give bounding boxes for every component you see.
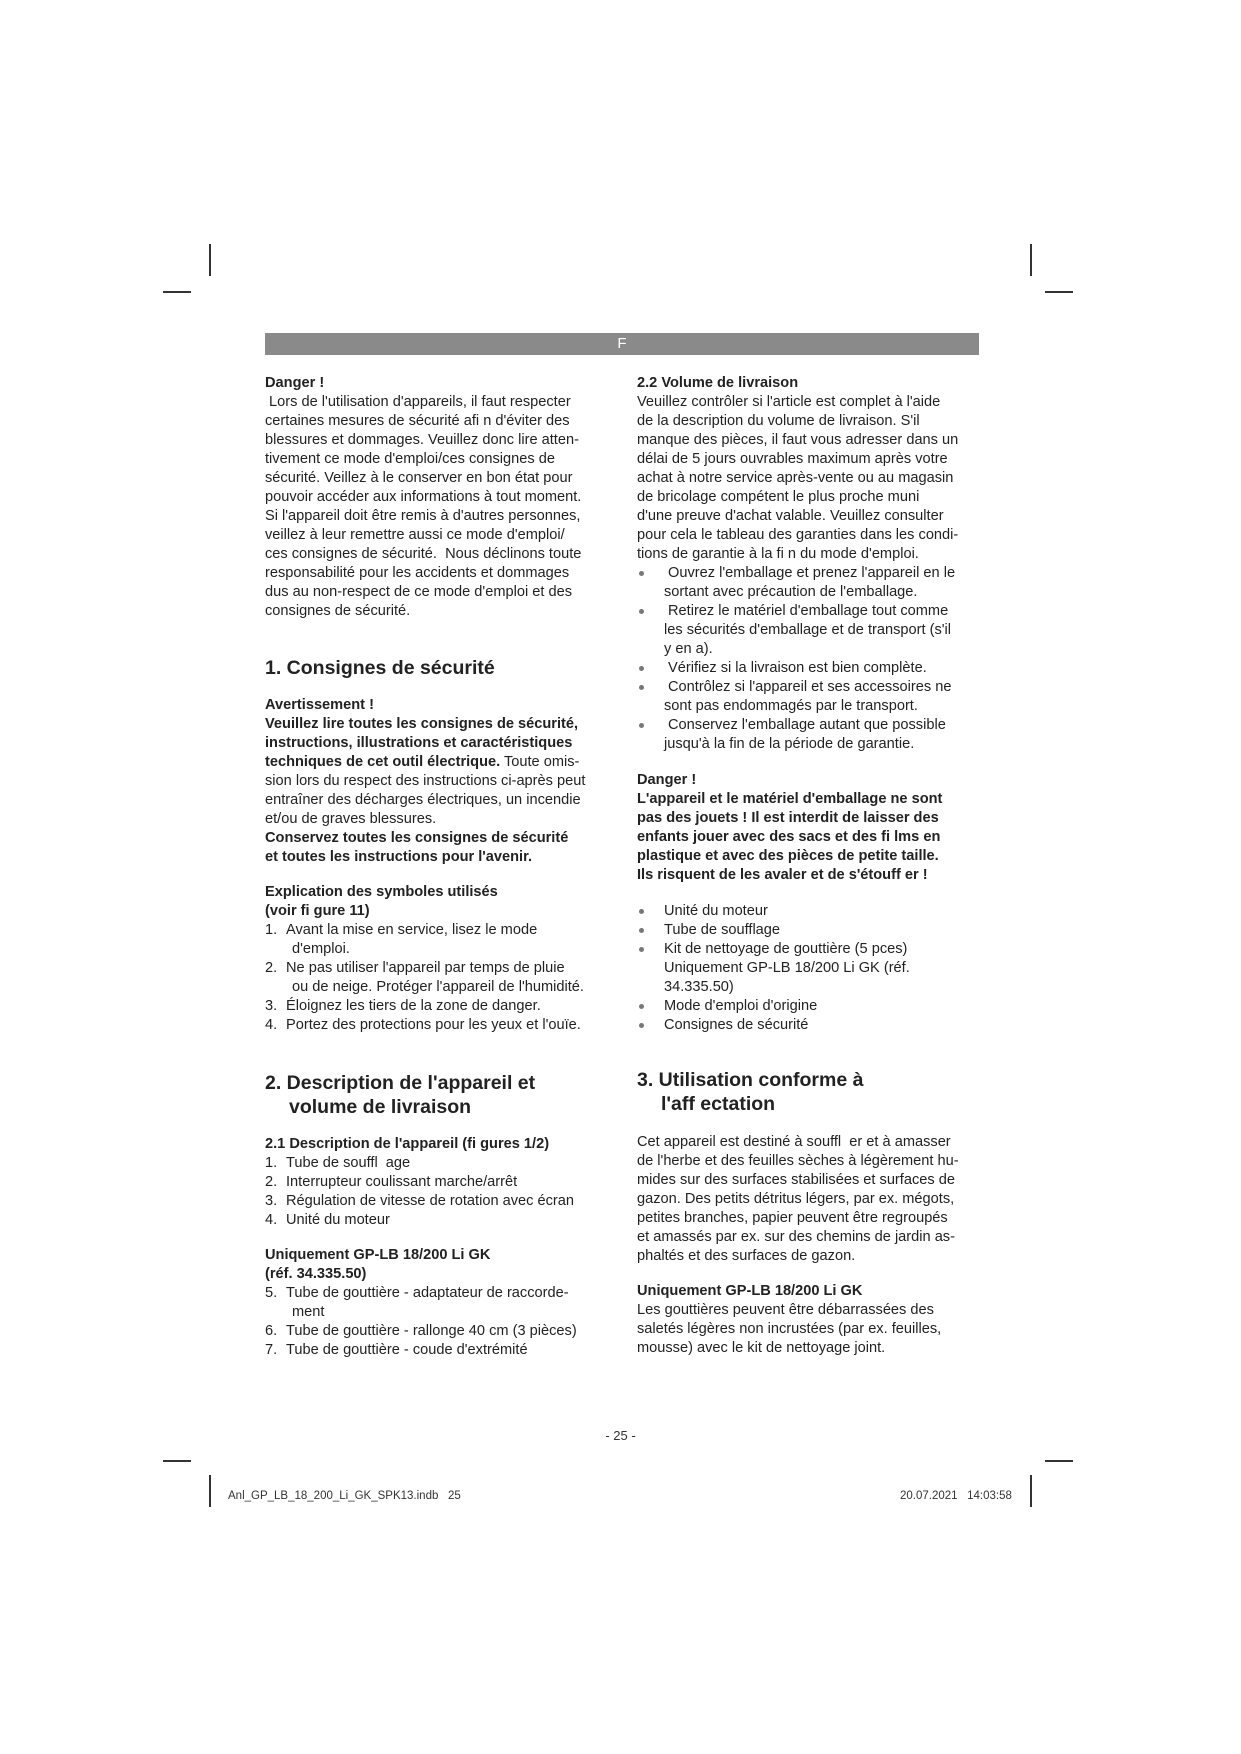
list-item: 1. Tube de souffl age <box>265 1155 411 1171</box>
crop-mark-bottom-left <box>209 1475 211 1507</box>
list-item: 2. Ne pas utiliser l'appareil par temps de pluie ou de neige. Protéger l'appareil de l'humidité. <box>265 960 584 995</box>
gutter-cleaning-text: Les gouttières peuvent être débarrassées des saletés légères non incrustées (par ex. feuilles, mousse) avec le kit de nettoyage joint. <box>637 1302 942 1356</box>
crop-mark-top-left <box>209 244 211 276</box>
list-item: Kit de nettoyage de gouttière (5 pces) Uniquement GP-LB 18/200 Li GK (réf. 34.335.50) <box>637 940 987 997</box>
list-item: Vérifiez si la livraison est bien complète. <box>637 659 987 678</box>
list-item: 3. Régulation de vitesse de rotation avec écran <box>265 1193 574 1209</box>
symbols-list <box>265 921 615 1035</box>
warning-text: Veuillez lire toutes les consignes de sécurité, instructions, illustrations et caractéristiques techniques de cet outil électrique. Toute omis- sion lors du respect des instructions ci-après peut entraîner des décharges électriques, un incendie et/ou de graves blessures. Conservez toutes les consignes de sécurité et toutes les instructions pour l'avenir. <box>265 716 586 865</box>
section-2-heading: 2. Description de l'appareil et volume de livraison <box>265 1072 536 1118</box>
list-item: Mode d'emploi d'origine <box>637 997 987 1016</box>
list-item: 1. Avant la mise en service, lisez le mode d'emploi. <box>265 922 538 957</box>
subsection-2-2-heading: 2.2 Volume de livraison <box>637 375 799 391</box>
list-item: 5. Tube de gouttière - adaptateur de raccorde- ment <box>265 1285 569 1320</box>
danger-text: Lors de l'utilisation d'appareils, il faut respecter certaines mesures de sécurité afi n d'éviter des blessures et dommages. Veuillez donc lire atten- tivement ce mode d'emploi/ces consignes de sécurité. Veillez à le conserver en bon état pour pouvoir accéder aux informations à tout moment. Si l'appareil doit être remis à d'autres personnes, veillez à leur remettre aussi ce mode d'emploi/ ces consignes de sécurité. Nous déclinons toute responsabilité pour les accidents et dommages dus au non-respect de ce mode d'emploi et des consignes de sécurité. <box>265 394 582 619</box>
crop-mark-bottom-right-h <box>1045 1460 1073 1462</box>
list-item: 3. Éloignez les tiers de la zone de danger. <box>265 998 541 1014</box>
crop-mark-top-right <box>1030 244 1032 276</box>
left-column <box>265 374 615 1360</box>
crop-mark-top-left-h <box>163 291 191 293</box>
right-column <box>637 374 987 1358</box>
list-item: Tube de soufflage <box>637 921 987 940</box>
list-item: Retirez le matériel d'emballage tout comme les sécurités d'emballage et de transport (s'il y en a). <box>637 602 987 659</box>
parts-list <box>265 1154 615 1230</box>
list-item: Contrôlez si l'appareil et ses accessoires ne sont pas endommagés par le transport. <box>637 678 987 716</box>
only-model-heading: Uniquement GP-LB 18/200 Li GK (réf. 34.335.50) <box>265 1247 491 1282</box>
list-item: Conservez l'emballage autant que possible jusqu'à la fin de la période de garantie. <box>637 716 987 754</box>
footer-timestamp: 20.07.2021 14:03:58 <box>900 1490 1012 1502</box>
list-item: Consignes de sécurité <box>637 1016 987 1035</box>
section-1-heading: 1. Consignes de sécurité <box>265 657 495 679</box>
unpacking-steps <box>637 564 987 754</box>
gutter-parts-list <box>265 1284 615 1360</box>
list-item: 6. Tube de gouttière - rallonge 40 cm (3 pièces) <box>265 1323 577 1339</box>
page-number: - 25 - <box>605 1428 636 1443</box>
list-item: Unité du moteur <box>637 902 987 921</box>
list-item: 4. Unité du moteur <box>265 1212 390 1228</box>
danger-title: Danger ! <box>265 375 325 391</box>
list-item: 2. Interrupteur coulissant marche/arrêt <box>265 1174 518 1190</box>
crop-mark-bottom-left-h <box>163 1460 191 1462</box>
list-item: 7. Tube de gouttière - coude d'extrémité <box>265 1342 528 1358</box>
intended-use-text: Cet appareil est destiné à souffl er et à amasser de l'herbe et des feuilles sèches à légèrement hu- mides sur des surfaces stabilisées et surfaces de gazon. Des petits détritus légers, par ex. mégots, petites branches, papier peuvent être regroupés et amassés par ex. sur des chemins de jardin as- phaltés et des surfaces de gazon. <box>637 1134 959 1264</box>
warning-title: Avertissement ! <box>265 697 374 713</box>
list-item: 4. Portez des protections pour les yeux et l'ouïe. <box>265 1017 581 1033</box>
delivery-text: Veuillez contrôler si l'article est complet à l'aide de la description du volume de livraison. S'il manque des pièces, il faut vous adresser dans un délai de 5 jours ouvrables maximum après votre achat à notre service après-vente ou au magasin de bricolage compétent le plus proche muni d'une preuve d'achat valable. Veuillez consulter pour cela le tableau des garanties dans les condi- tions de garantie à la fi n du mode d'emploi. <box>637 394 959 562</box>
list-item: Ouvrez l'emballage et prenez l'appareil en le sortant avec précaution de l'emballage. <box>637 564 987 602</box>
language-header-band <box>265 333 979 355</box>
danger-2-title: Danger ! <box>637 772 697 788</box>
language-label: F <box>617 335 627 352</box>
footer-file-name: Anl_GP_LB_18_200_Li_GK_SPK13.indb 25 <box>228 1490 461 1502</box>
danger-2-text: L'appareil et le matériel d'emballage ne sont pas des jouets ! Il est interdit de laisser des enfants jouer avec des sacs et des fi lms en plastique et avec des pièces de petite taille. Ils risquent de les avaler et de s'étouff er ! <box>637 791 943 883</box>
crop-mark-bottom-right <box>1030 1475 1032 1507</box>
symbols-heading: Explication des symboles utilisés (voir fi gure 11) <box>265 884 498 919</box>
crop-mark-top-right-h <box>1045 291 1073 293</box>
section-3-heading: 3. Utilisation conforme à l'aff ectation <box>637 1069 864 1115</box>
delivery-contents-list <box>637 902 987 1035</box>
subsection-2-1-heading: 2.1 Description de l'appareil (fi gures 1/2) <box>265 1136 550 1152</box>
only-model-heading-right: Uniquement GP-LB 18/200 Li GK <box>637 1283 863 1299</box>
